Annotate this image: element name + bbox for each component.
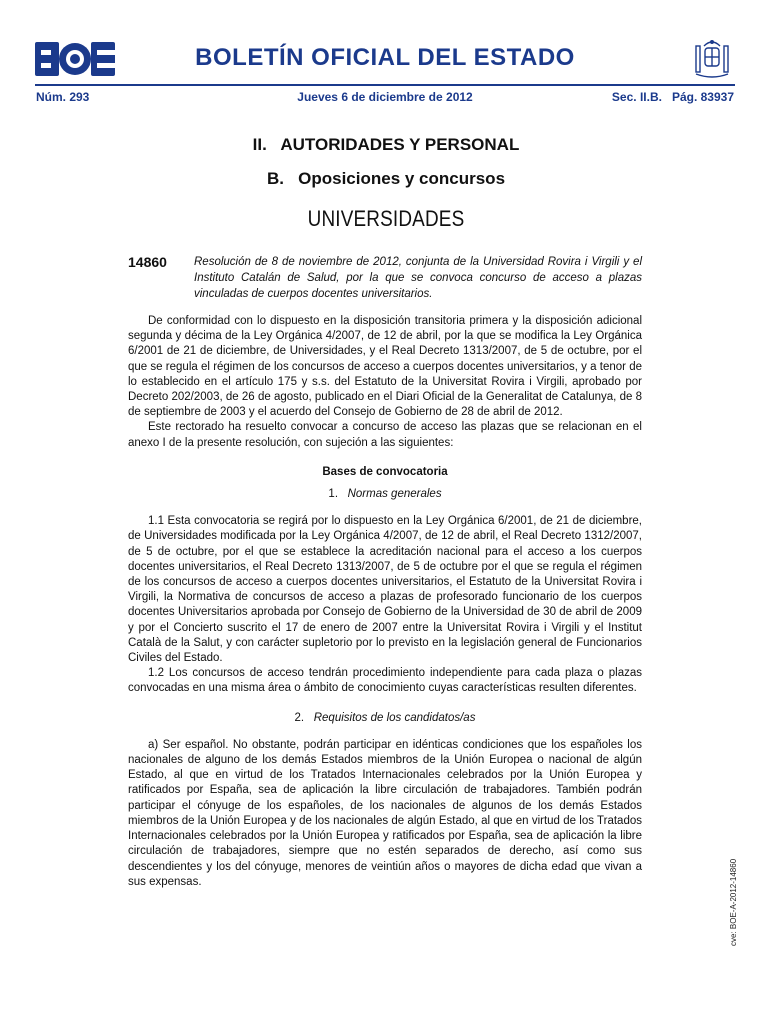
- heading-normas-generales: [128, 487, 642, 502]
- paragraph-resolve: Este rectorado ha resuelto convocar a concurso de acceso las plazas que se relacionan en el anexo I de la presente resolución, con sujeción a las siguientes:: [128, 421, 642, 449]
- organization-heading: UNIVERSIDADES: [307, 206, 465, 231]
- section-title: II. AUTORIDADES Y PERSONAL: [252, 135, 520, 154]
- paragraph-a: a) Ser español. No obstante, podrán participar en idénticas condiciones que los españoles los nacionales de alguno de los demás Estados miembros de la Unión Europea o nacional de algún Estado, al que en virtud de los Tratados Internacionales celebrados por la Unión Europea y ratificados por España, sea de aplicación la libre circulación de trabajadores. También podrán participar el cónyuge de los españoles, de los nacionales de algunos de los demás Estados miembros de la Unión Europea y de los nacionales de algún Estado, al que en virtud de los Tratados Internacionales celebrados por la Unión Europea y ratificados por España, sea de aplicación la libre circulación de trabajadores, siempre que no estén separados de derecho, así como sus descendientes y los del cónyuge, menores de veintiún años o mayores de dicha edad que vivan a sus expensas.: [128, 738, 642, 888]
- paragraph-1-1: 1.1 Esta convocatoria se regirá por lo dispuesto en la Ley Orgánica 6/2001, de 21 de diciembre, de Universidades modificada por la Ley Orgánica 4/2007, de 12 de abril, el Real Decreto 1312/2007, de 5 de octubre, por el que se establece la acreditación nacional para el acceso a los cuerpos docentes universitarios, el Real Decreto 1313/2007, de 5 de octubre por el que se regula el régimen de los concursos de acceso a cuerpos docentes universitarios, el Estatuto de la Universitat Rovira i Virgili, la Normativa de concursos de acceso a plazas de profesorado funcionario de los cuerpos docentes Universitarios aprobada por Consejo de Gobierno de la Universidad de 30 de abril de 2009 y por el Concierto suscrito el 17 de enero de 2007 entre la Universitat Rovira i Virgili y el Institut Català de la Salut, y con carácter supletorio por lo previsto en la legislación general de Funcionarios Civiles del Estado.: [128, 515, 642, 665]
- header-rule: [35, 84, 735, 86]
- section-page: Sec. II.B. Pág. 83937: [611, 90, 734, 104]
- paragraph-1-2: 1.2 Los concursos de acceso tendrán procedimiento independiente para cada plaza o plazas convocadas en una misma área o ámbito de conocimiento cuyas características resulten diferentes.: [128, 667, 642, 695]
- heading-text: Requisitos de los candidatos/as: [313, 711, 476, 724]
- heading-number: 2.: [294, 711, 305, 724]
- boe-logo: [35, 42, 115, 76]
- document-body: [128, 314, 642, 890]
- gazette-title: BOLETÍN OFICIAL DEL ESTADO: [195, 44, 575, 71]
- resolution-number: 14860: [128, 254, 167, 270]
- coat-of-arms-icon: [692, 36, 732, 80]
- paragraph-intro: De conformidad con lo dispuesto en la disposición transitoria primera y la disposición adicional segunda y décima de la Ley Orgánica 4/2007, de 12 de abril, por la que se modifica la Ley Orgánica 6/2001 de 21 de diciembre, de Universidades, y el Real Decreto 1313/2007, de 5 de octubre, por el que se regula el régimen de los concursos de acceso a cuerpos docentes universitarios, y a tenor de lo establecido en el artículo 175 y s.s. del Estatuto de la Universitat Rovira i Virgili, aprobado por Decreto 202/2003, de 26 de agosto, publicado en el Diari Oficial de la Generalitat de Catalunya, de 8 de septiembre de 2003 y el acuerdo del Consejo de Gobierno de 28 de abril de 2012.: [128, 315, 642, 419]
- cve-identifier: cve: BOE-A-2012-14860: [729, 858, 738, 946]
- heading-number: 1.: [328, 488, 339, 501]
- heading-requisitos: [128, 711, 642, 726]
- section-subtitle: B. Oposiciones y concursos: [266, 169, 506, 188]
- resolution-summary: Resolución de 8 de noviembre de 2012, conjunta de la Universidad Rovira i Virgili y el Instituto Catalán de Salud, por la que se convoca concurso de acceso a plazas vinculadas de cuerpos docentes universitarios.: [194, 256, 642, 300]
- issue-number: Núm. 293: [36, 90, 90, 104]
- bases-heading: Bases de convocatoria: [322, 465, 448, 478]
- issue-date: Jueves 6 de diciembre de 2012: [297, 90, 473, 104]
- heading-text: Normas generales: [347, 488, 442, 501]
